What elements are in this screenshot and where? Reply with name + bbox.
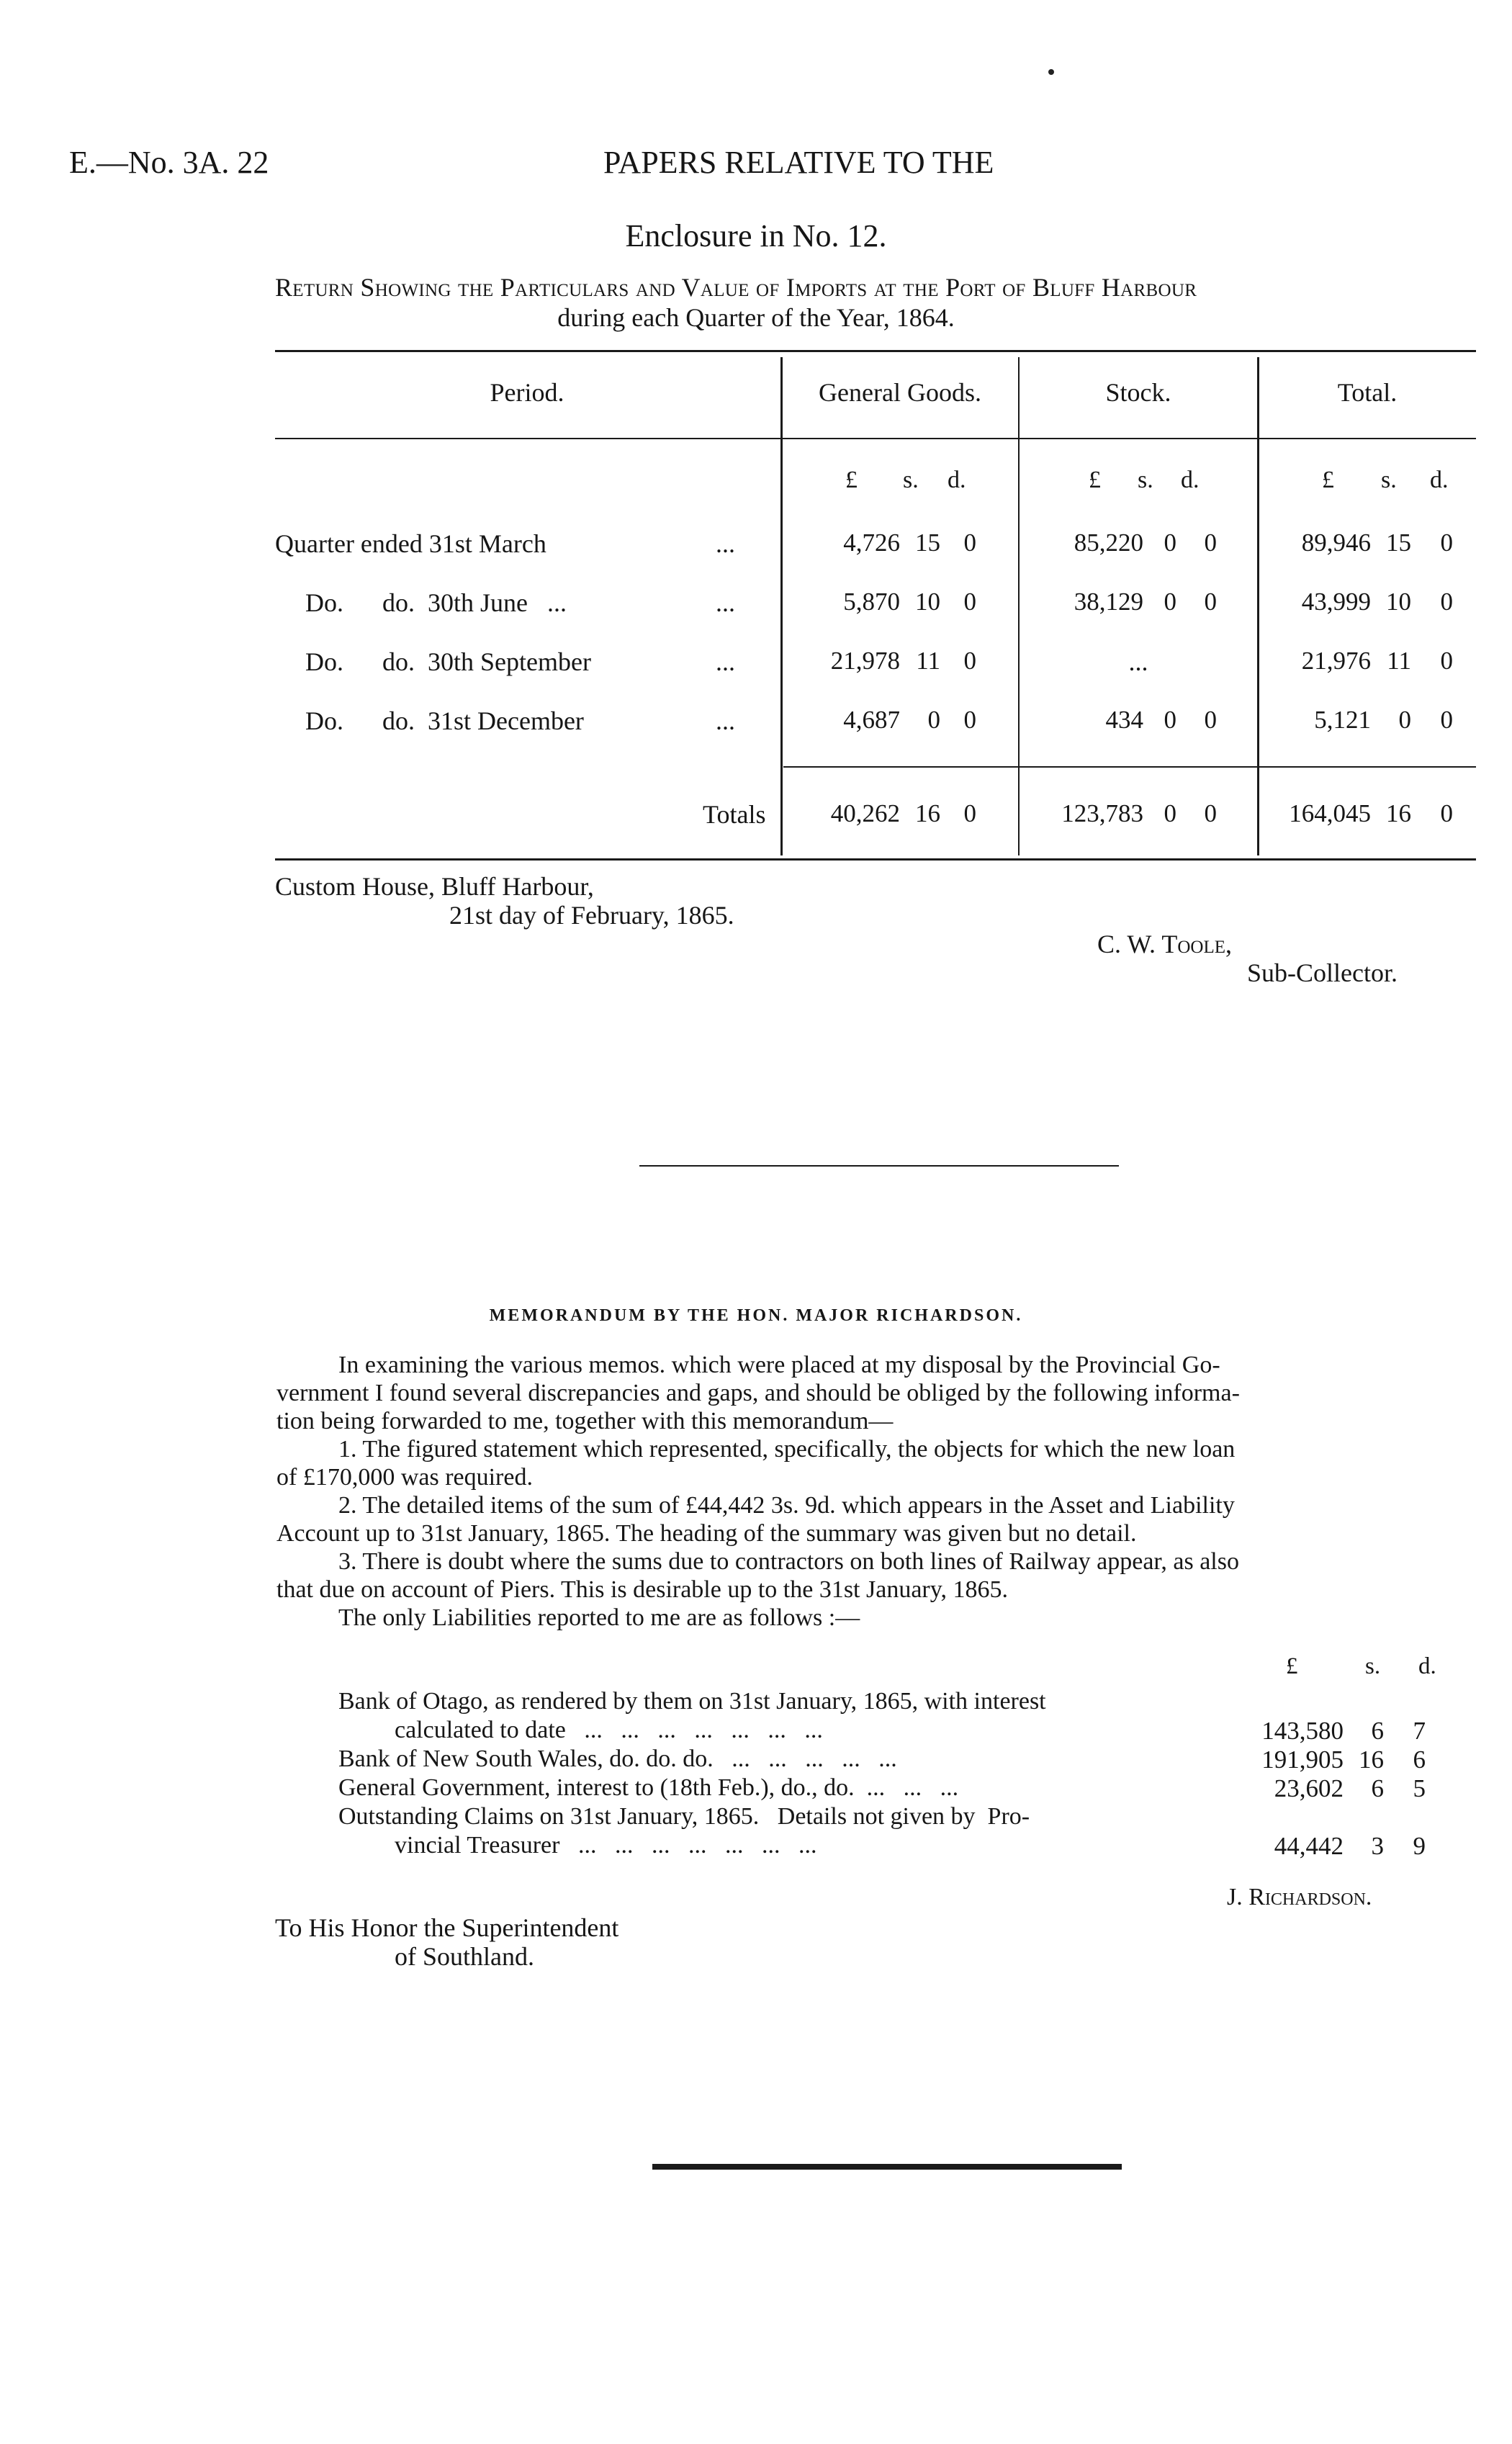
row-leader-dots: ...: [716, 706, 735, 735]
liability-pounds: 44,442: [1274, 1832, 1344, 1860]
total-pence: 0: [1440, 706, 1453, 734]
row-period: Do. do. 30th September: [305, 647, 591, 676]
liability-pounds: 23,602: [1274, 1774, 1344, 1802]
memo-item: 2. The detailed items of the sum of £44,442 3s. 9d. which appears in the Asset and Liability: [338, 1492, 1235, 1519]
liability-label: Bank of New South Wales, do. do. do. ... ... ... ... ...: [338, 1746, 897, 1772]
stock-shillings: 0: [1164, 529, 1176, 557]
memo-item: of £170,000 was required.: [276, 1464, 533, 1491]
memo-heading: MEMORANDUM BY THE HON. MAJOR RICHARDSON.: [489, 1306, 1023, 1325]
table-col-rule: [1018, 357, 1020, 855]
unit-pound: £: [845, 467, 858, 493]
stock-pounds: 85,220: [1074, 529, 1143, 557]
stock-shillings: 0: [1164, 588, 1176, 616]
custom-house-date: 21st day of February, 1865.: [449, 901, 734, 930]
memo-paragraph: [276, 1351, 1486, 1632]
total-shillings: 0: [1398, 706, 1411, 734]
total-shillings: 10: [1386, 588, 1411, 616]
row-period: Do. do. 30th June ...: [305, 588, 567, 617]
unit-shilling: s.: [903, 467, 919, 493]
liability-pence: 5: [1413, 1774, 1426, 1802]
table-header-rule: [275, 438, 1476, 439]
liability-label: General Government, interest to (18th Feb.), do., do. ... ... ...: [338, 1774, 959, 1801]
section-separator: [639, 1165, 1119, 1167]
unit-pence: d.: [948, 467, 966, 493]
gg-shillings-total: 16: [915, 799, 940, 827]
memo-item: that due on account of Piers. This is desirable up to the 31st January, 1865.: [276, 1576, 1009, 1603]
total-pence-total: 0: [1440, 799, 1453, 827]
address-line1: To His Honor the Superintendent: [275, 1913, 619, 1942]
address-line2: of Southland.: [395, 1942, 534, 1971]
total-pence: 0: [1440, 529, 1453, 557]
memo-line: In examining the various memos. which were placed at my disposal by the Provincial Go-: [338, 1352, 1220, 1378]
gg-pence: 0: [963, 706, 976, 734]
liab-unit-pence: d.: [1418, 1653, 1436, 1679]
unit-pound: £: [1322, 467, 1334, 493]
gg-shillings: 15: [915, 529, 940, 557]
return-title-line2: during each Quarter of the Year, 1864.: [557, 303, 955, 332]
liability-shillings: 6: [1371, 1717, 1384, 1745]
liability-label: Bank of Otago, as rendered by them on 31st January, 1865, with interest: [338, 1688, 1046, 1715]
memo-liabilities-intro: The only Liabilities reported to me are as follows :—: [338, 1604, 860, 1631]
row-leader-dots: ...: [716, 588, 735, 617]
col-header-period: Period.: [490, 378, 564, 407]
stock-pence-total: 0: [1204, 799, 1217, 827]
total-shillings: 11: [1387, 647, 1411, 675]
table-top-rule: [275, 350, 1476, 352]
unit-pence: d.: [1181, 467, 1200, 493]
stock-shillings-total: 0: [1164, 799, 1176, 827]
stock-pence: 0: [1204, 529, 1217, 557]
enclosure-heading: Enclosure in No. 12.: [625, 218, 887, 253]
gg-pence-total: 0: [963, 799, 976, 827]
gg-pence: 0: [963, 588, 976, 616]
gg-pounds: 4,687: [843, 706, 900, 734]
liability-label: vincial Treasurer ... ... ... ... ... ... ...: [395, 1832, 817, 1859]
memo-item: Account up to 31st January, 1865. The heading of the summary was given but no detail.: [276, 1520, 1137, 1547]
total-pounds: 21,976: [1301, 647, 1371, 675]
row-period: Do. do. 31st December: [305, 706, 584, 735]
stock-pounds-total: 123,783: [1061, 799, 1143, 827]
liability-shillings: 16: [1359, 1746, 1384, 1774]
table-bottom-rule: [275, 858, 1476, 861]
liab-unit-pound: £: [1286, 1653, 1298, 1679]
stock-empty-dots: ...: [1128, 647, 1148, 676]
page-speck: [1048, 69, 1054, 75]
col-header-general-goods: General Goods.: [819, 378, 981, 407]
liab-unit-shilling: s.: [1365, 1653, 1381, 1679]
gg-pounds: 4,726: [843, 529, 900, 557]
memo-line: vernment I found several discrepancies and gaps, and should be obliged by the following informa-: [276, 1380, 1240, 1406]
memo-signature: J. Richardson.: [1227, 1884, 1372, 1910]
gg-pounds: 21,978: [830, 647, 900, 675]
col-header-stock: Stock.: [1105, 378, 1171, 407]
total-pounds-total: 164,045: [1289, 799, 1371, 827]
return-title-line1: Return Showing the Particulars and Value of Imports at the Port of Bluff Harbour: [275, 273, 1197, 302]
totals-label: Totals: [703, 800, 766, 829]
memo-item: 3. There is doubt where the sums due to contractors on both lines of Railway appear, as also: [338, 1548, 1239, 1575]
stock-pounds: 38,129: [1074, 588, 1143, 616]
col-header-total: Total.: [1337, 378, 1398, 407]
stock-pence: 0: [1204, 706, 1217, 734]
gg-shillings: 0: [927, 706, 940, 734]
unit-pence: d.: [1430, 467, 1449, 493]
custom-house-line1: Custom House, Bluff Harbour,: [275, 872, 594, 901]
row-period: Quarter ended 31st March: [275, 529, 546, 558]
liability-shillings: 3: [1371, 1832, 1384, 1860]
unit-shilling: s.: [1381, 467, 1397, 493]
total-pounds: 43,999: [1301, 588, 1371, 616]
signature-title: Sub-Collector.: [1247, 958, 1398, 987]
liability-pence: 9: [1413, 1832, 1426, 1860]
liability-pence: 6: [1413, 1746, 1426, 1774]
gg-pounds: 5,870: [843, 588, 900, 616]
page-end-rule: [652, 2164, 1122, 2170]
liability-pence: 7: [1413, 1717, 1426, 1745]
signature-name: C. W. Toole,: [1097, 930, 1233, 958]
total-shillings-total: 16: [1386, 799, 1411, 827]
total-pence: 0: [1440, 647, 1453, 675]
total-pounds: 5,121: [1314, 706, 1371, 734]
gg-shillings: 11: [916, 647, 940, 675]
liability-shillings: 6: [1371, 1774, 1384, 1802]
gg-pence: 0: [963, 647, 976, 675]
gg-pence: 0: [963, 529, 976, 557]
table-col-rule: [780, 357, 783, 855]
memo-line: tion being forwarded to me, together with this memorandum—: [276, 1408, 894, 1434]
row-leader-dots: ...: [716, 529, 735, 558]
page-title: PAPERS RELATIVE TO THE: [603, 145, 994, 180]
liability-pounds: 143,580: [1261, 1717, 1344, 1745]
table-totals-rule: [783, 766, 1476, 768]
total-pounds: 89,946: [1301, 529, 1371, 557]
liability-pounds: 191,905: [1261, 1746, 1344, 1774]
unit-pound: £: [1089, 467, 1101, 493]
gg-shillings: 10: [915, 588, 940, 616]
unit-shilling: s.: [1138, 467, 1153, 493]
stock-shillings: 0: [1164, 706, 1176, 734]
memo-item: 1. The figured statement which represented, specifically, the objects for which the new loan: [338, 1436, 1236, 1463]
liability-label: calculated to date ... ... ... ... ... ... ...: [395, 1717, 823, 1743]
liability-label: Outstanding Claims on 31st January, 1865. Details not given by Pro-: [338, 1803, 1030, 1830]
row-leader-dots: ...: [716, 647, 735, 676]
gg-pounds-total: 40,262: [830, 799, 900, 827]
total-shillings: 15: [1386, 529, 1411, 557]
stock-pence: 0: [1204, 588, 1217, 616]
stock-pounds: 434: [1105, 706, 1143, 734]
table-col-rule: [1257, 357, 1259, 855]
page-reference: E.—No. 3A. 22: [69, 145, 269, 180]
total-pence: 0: [1440, 588, 1453, 616]
